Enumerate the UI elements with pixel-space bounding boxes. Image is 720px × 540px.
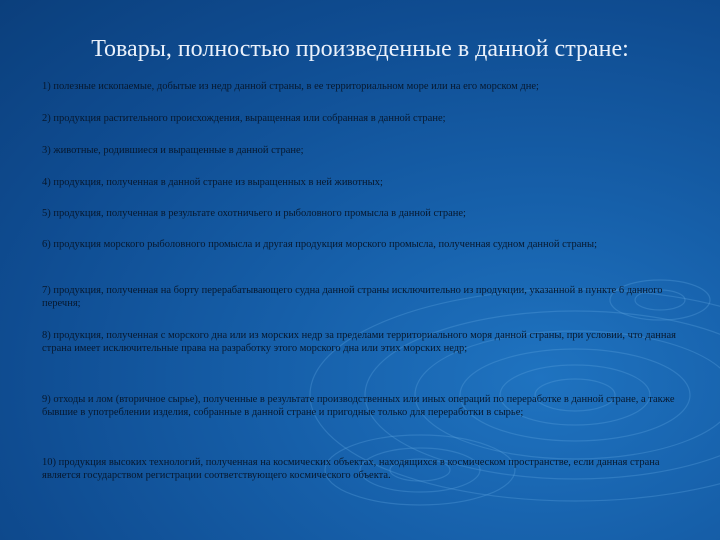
list-item: 6) продукция морского рыболовного промысла и другая продукция морского промысла, полученная судном данной страны; xyxy=(42,239,597,250)
list-item: 3) животные, родившиеся и выращенные в данной стране; xyxy=(42,145,304,156)
list-item: 10) продукция высоких технологий, полученная на космических объектах, находящихся в космическом пространстве, если данная страна является государством регистрации соответствующего космического объекта. xyxy=(42,457,660,481)
list-item: 5) продукция, полученная в результате охотничьего и рыболовного промысла в данной стране; xyxy=(42,208,466,219)
list-item: 1) полезные ископаемые, добытые из недр данной страны, в ее территориальном море или на его морском дне; xyxy=(42,81,539,92)
slide-title: Товары, полностью произведенные в данной стране: xyxy=(91,36,629,62)
list-item: 8) продукция, полученная с морского дна или из морских недр за пределами территориального моря данной страны, при условии, что данная страна имеет исключительные права на разработку этого морского дна или этих морских недр; xyxy=(42,330,677,354)
list-item: 2) продукция растительного происхождения, выращенная или собранная в данной стране; xyxy=(42,113,446,124)
list-item: 9) отходы и лом (вторичное сырье), полученные в результате производственных или иных операций по переработке в данной стране, а также бывшие в употреблении изделия, собранные в данной стране и пригодные только для переработки в сырье; xyxy=(42,394,675,418)
list-item: 7) продукция, полученная на борту перерабатывающего судна данной страны исключительно из продукции, указанной в пункте 6 данного перечня; xyxy=(42,285,663,309)
list-item: 4) продукция, полученная в данной стране из выращенных в ней животных; xyxy=(42,177,383,188)
